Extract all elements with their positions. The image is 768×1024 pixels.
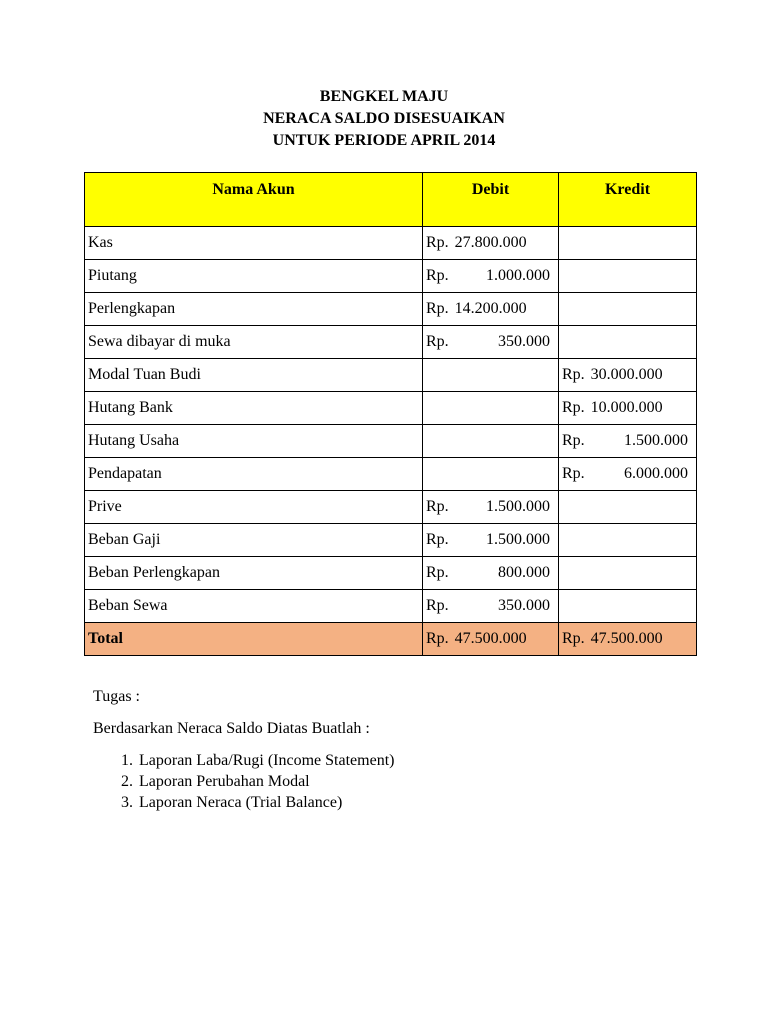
kredit-cell [559, 491, 697, 524]
debit-amount [426, 234, 550, 252]
debit-cell [423, 557, 559, 590]
kredit-value: 30.000.000 [590, 366, 663, 383]
account-name-cell: Beban Sewa [85, 590, 423, 623]
debit-amount [426, 267, 550, 285]
debit-cell [423, 260, 559, 293]
kredit-total-amount [562, 630, 688, 648]
report-header [0, 86, 768, 152]
company-name: BENGKEL MAJU [319, 88, 449, 105]
currency-label: Rp. [562, 630, 585, 647]
kredit-total-value: 47.500.000 [590, 630, 663, 647]
list-item-text: Laporan Laba/Rugi (Income Statement) [139, 752, 395, 769]
kredit-cell [559, 557, 697, 590]
kredit-value: 10.000.000 [590, 399, 663, 416]
debit-amount [426, 333, 550, 351]
currency-label: Rp. [426, 234, 449, 251]
table-row [85, 359, 697, 392]
debit-value: 1.000.000 [486, 267, 550, 284]
kredit-value: 6.000.000 [624, 465, 688, 482]
debit-value: 27.800.000 [454, 234, 527, 251]
debit-cell [423, 326, 559, 359]
kredit-cell [559, 326, 697, 359]
debit-amount [426, 300, 550, 318]
debit-total-value: 47.500.000 [454, 630, 527, 647]
debit-amount [426, 564, 550, 582]
kredit-value: 1.500.000 [624, 432, 688, 449]
account-name-cell: Kas [85, 227, 423, 260]
account-name-cell: Perlengkapan [85, 293, 423, 326]
debit-amount [426, 597, 550, 615]
assignment-list [93, 750, 394, 813]
debit-cell [423, 590, 559, 623]
debit-amount [426, 498, 550, 516]
account-name-cell: Beban Gaji [85, 524, 423, 557]
currency-label: Rp. [426, 333, 449, 350]
debit-amount [426, 531, 550, 549]
currency-label: Rp. [562, 366, 585, 383]
debit-value: 14.200.000 [454, 300, 527, 317]
account-name-cell: Hutang Usaha [85, 425, 423, 458]
debit-cell [423, 293, 559, 326]
currency-label: Rp. [426, 531, 449, 548]
table-row [85, 293, 697, 326]
kredit-cell [559, 392, 697, 425]
currency-label: Rp. [426, 597, 449, 614]
table-header-row [85, 173, 697, 227]
table-row [85, 524, 697, 557]
currency-label: Rp. [426, 630, 449, 647]
account-name-cell: Beban Perlengkapan [85, 557, 423, 590]
currency-label: Rp. [562, 399, 585, 416]
list-item-text: Laporan Neraca (Trial Balance) [139, 794, 343, 811]
currency-label: Rp. [426, 498, 449, 515]
table-row [85, 260, 697, 293]
list-item [93, 792, 394, 813]
debit-cell [423, 227, 559, 260]
list-item-number: 1. [121, 752, 133, 769]
column-header-kredit: Kredit [559, 173, 697, 227]
table-row [85, 326, 697, 359]
kredit-cell [559, 524, 697, 557]
table-row [85, 425, 697, 458]
kredit-total-cell [559, 623, 697, 656]
account-name-cell: Prive [85, 491, 423, 524]
assignment-title: Tugas : [93, 688, 140, 705]
kredit-amount [562, 432, 688, 450]
currency-label: Rp. [562, 432, 585, 449]
account-name-cell: Hutang Bank [85, 392, 423, 425]
kredit-cell [559, 227, 697, 260]
currency-label: Rp. [426, 564, 449, 581]
account-name-cell: Pendapatan [85, 458, 423, 491]
list-item [93, 771, 394, 792]
list-item-text: Laporan Perubahan Modal [139, 773, 310, 790]
currency-label: Rp. [426, 267, 449, 284]
kredit-amount [562, 465, 688, 483]
debit-cell [423, 392, 559, 425]
currency-label: Rp. [562, 465, 585, 482]
kredit-amount [562, 366, 688, 384]
kredit-cell [559, 425, 697, 458]
debit-cell [423, 458, 559, 491]
table-row [85, 590, 697, 623]
kredit-cell [559, 293, 697, 326]
currency-label: Rp. [426, 300, 449, 317]
account-name-cell: Piutang [85, 260, 423, 293]
debit-value: 350.000 [498, 597, 550, 614]
kredit-cell [559, 590, 697, 623]
column-header-account: Nama Akun [85, 173, 423, 227]
total-label-cell: Total [85, 623, 423, 656]
list-item-number: 3. [121, 794, 133, 811]
debit-value: 350.000 [498, 333, 550, 350]
debit-cell [423, 425, 559, 458]
kredit-amount [562, 399, 688, 417]
kredit-cell [559, 359, 697, 392]
list-item [93, 750, 394, 771]
kredit-cell [559, 260, 697, 293]
table-row [85, 557, 697, 590]
debit-total-amount [426, 630, 550, 648]
debit-cell [423, 524, 559, 557]
kredit-cell [559, 458, 697, 491]
debit-total-cell [423, 623, 559, 656]
trial-balance-table [84, 172, 697, 656]
report-period: UNTUK PERIODE APRIL 2014 [272, 132, 496, 149]
debit-value: 1.500.000 [486, 498, 550, 515]
account-name-cell: Sewa dibayar di muka [85, 326, 423, 359]
debit-cell [423, 359, 559, 392]
debit-cell [423, 491, 559, 524]
debit-value: 1.500.000 [486, 531, 550, 548]
table-row [85, 392, 697, 425]
table-row [85, 491, 697, 524]
list-item-number: 2. [121, 773, 133, 790]
total-row [85, 623, 697, 656]
column-header-debit: Debit [423, 173, 559, 227]
table-row [85, 227, 697, 260]
account-name-cell: Modal Tuan Budi [85, 359, 423, 392]
report-title: NERACA SALDO DISESUAIKAN [263, 110, 505, 127]
assignment-instruction: Berdasarkan Neraca Saldo Diatas Buatlah : [93, 720, 370, 737]
table-row [85, 458, 697, 491]
debit-value: 800.000 [498, 564, 550, 581]
